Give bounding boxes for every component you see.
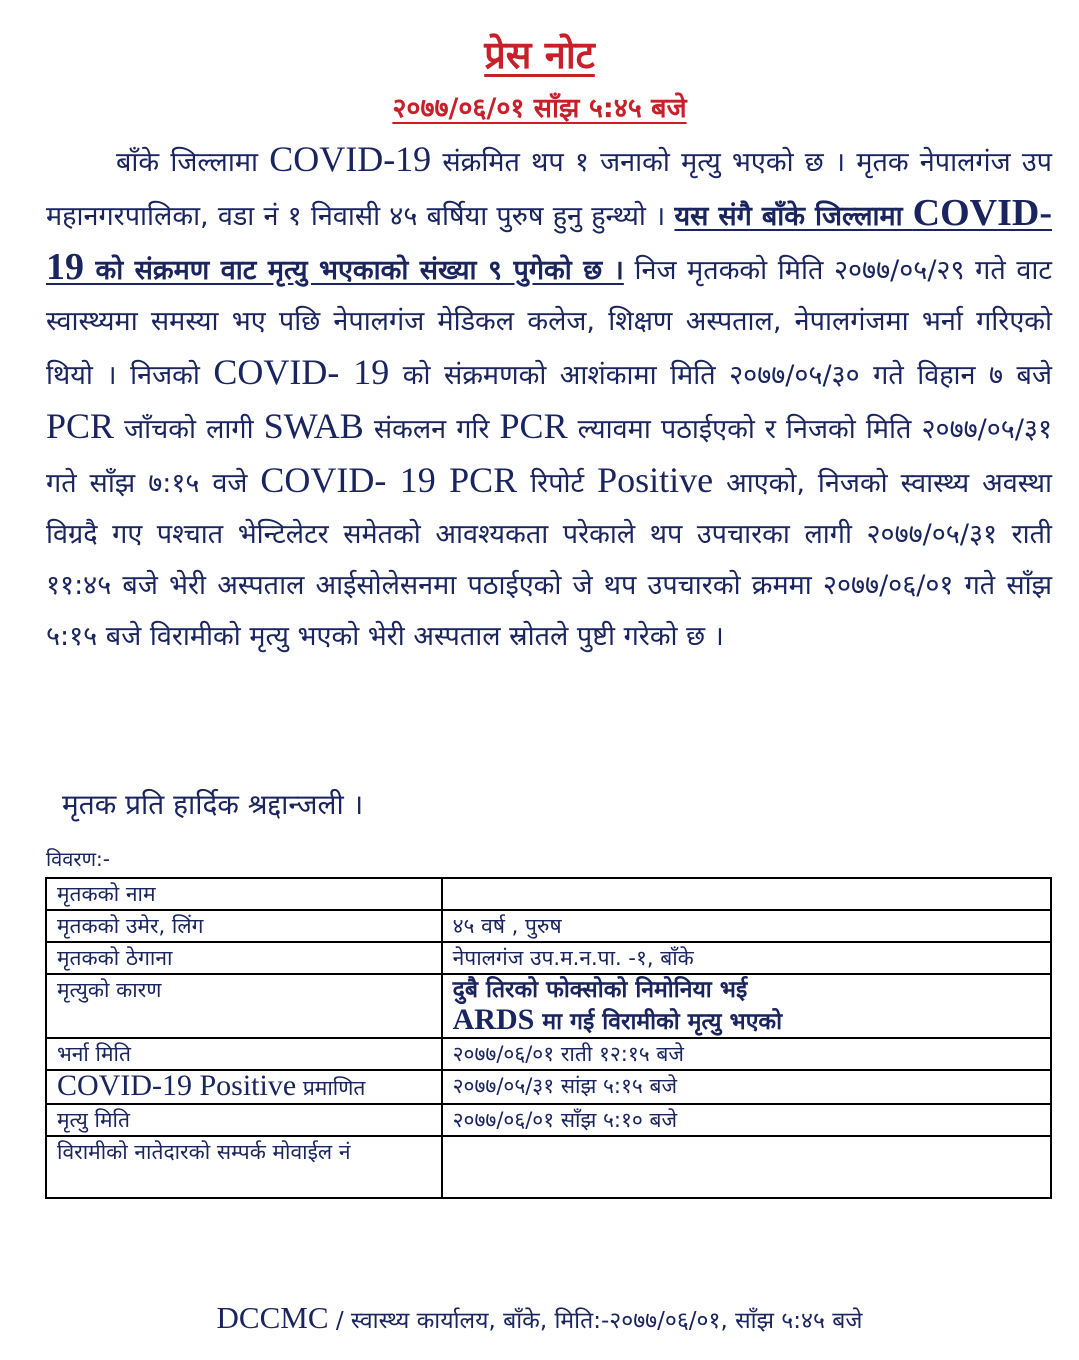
table-row [46, 1038, 1051, 1070]
body-segment: ल्यावमा पठाईएको र निजको मिति २०७७/०५/३१ गते साँझ ७:१५ वजे [46, 414, 1052, 499]
table-row [46, 910, 1051, 942]
body-segment: PCR [499, 406, 568, 446]
body-segment: SWAB [263, 406, 364, 446]
cause-of-death-value [442, 974, 1051, 1038]
cause-line-1: दुबै तिरको फोक्सोको निमोनिया भई [452, 977, 748, 1003]
body-segment: COVID-19 [269, 139, 432, 179]
body-segment: रिपोर्ट [517, 468, 598, 499]
date-text: २०७७/०६/०१ साँझ ५:४५ बजे [392, 93, 687, 124]
table-row [46, 1070, 1051, 1104]
death-date-value: २०७७/०६/०१ साँझ ५:१० बजे [442, 1104, 1051, 1136]
body-segment: बाँके जिल्लामा [116, 147, 270, 178]
covid-positive-text: COVID-19 Positive [57, 1069, 297, 1102]
cause-ards: ARDS [452, 1003, 535, 1036]
positive-confirmed-label [46, 1070, 442, 1104]
body-segment: COVID- 19 [213, 352, 390, 392]
details-table [45, 877, 1052, 1199]
deceased-name-value [442, 878, 1051, 910]
body-segment: निज मृतकको मिति २०७७/०५/२९ गते वाट स्वास्थ्यमा समस्या भए पछि नेपालगंज मेडिकल कलेज, शिक्षण अस्पताल, नेपालगंजमा भर्ना गरिएको थियो । निजको [46, 255, 1052, 391]
relative-contact-label: विरामीको नातेदारको सम्पर्क मोवाईल नं [46, 1136, 442, 1198]
positive-confirmed-value: २०७७/०५/३१ सांझ ५:१५ बजे [442, 1070, 1051, 1104]
body-segment: को संक्रमणको आशंकामा मिति २०७७/०५/३० गते विहान ७ बजे [389, 360, 1052, 391]
press-note-body [46, 134, 1052, 662]
footer-org: DCCMC [216, 1300, 329, 1335]
body-segment: COVID- 19 PCR [260, 460, 518, 500]
admission-date-value: २०७७/०६/०१ राती १२:१५ बजे [442, 1038, 1051, 1070]
age-gender-label: मृतकको उमेर, लिंग [46, 910, 442, 942]
body-segment: संक्रमित थप १ जनाको मृत्यु भएको छ । मृतक नेपालगंज उप महानगरपालिका, वडा नं १ निवासी ४५ बर्षिया पुरुष हुनु हुन्थ्यो । [46, 147, 1052, 232]
body-segment: PCR [46, 406, 115, 446]
body-segment: यस संगै बाँके जिल्लामा [674, 201, 913, 232]
body-segment: Positive [597, 460, 714, 500]
body-segment: COVID- 19 [46, 192, 1052, 288]
table-row [46, 942, 1051, 974]
cause-rest: मा गई विरामीको मृत्यु भएको [534, 1009, 783, 1035]
body-segment: को संक्रमण वाट मृत्यु भएकाको संख्या ९ पुगेको छ । [84, 255, 624, 286]
cause-line-2 [453, 1005, 1042, 1037]
footer-office-date: / स्वास्थ्य कार्यालय, बाँके, मिति:-२०७७/०६/०१, साँझ ५:४५ बजे [328, 1308, 863, 1334]
table-row [46, 1136, 1051, 1198]
table-row [46, 1104, 1051, 1136]
confirmed-text: प्रमाणित [296, 1076, 366, 1100]
details-label: विवरण:- [46, 847, 111, 871]
body-segment: जाँचको लागी [114, 414, 264, 445]
condolence-line: मृतक प्रति हार्दिक श्रद्दान्जली । [62, 788, 364, 821]
footer-signature [0, 1300, 1079, 1336]
table-row [46, 974, 1051, 1038]
body-segment: आएको, निजको स्वास्थ्य अवस्था विग्रदै गए पश्चात भेन्टिलेटर समेतको आवश्यकता परेकाले थप उपचारका लागी २०७७/०५/३१ राती ११:४५ बजे भेरी अस्पताल आईसोलेसनमा पठाईएको जे थप उपचारको क्रममा २०७७/०६/०१ गते साँझ ५:१५ बजे विरामीको मृत्यु भएको भेरी अस्पताल स्रोतले पुष्टी गरेको छ । [46, 468, 1053, 652]
relative-contact-value [442, 1136, 1051, 1198]
address-label: मृतकको ठेगाना [46, 942, 442, 974]
title-text: प्रेस नोट [484, 33, 595, 77]
deceased-name-label: मृतकको नाम [46, 878, 442, 910]
death-date-label: मृत्यु मिति [46, 1104, 442, 1136]
table-row [46, 878, 1051, 910]
press-note-title [0, 28, 1079, 80]
address-value: नेपालगंज उप.म.न.पा. -१, बाँके [442, 942, 1051, 974]
press-note-date [0, 88, 1079, 125]
admission-date-label: भर्ना मिति [46, 1038, 442, 1070]
cause-of-death-label: मृत्युको कारण [46, 974, 442, 1038]
body-segment: संकलन गरि [363, 414, 500, 445]
age-gender-value: ४५ वर्ष , पुरुष [442, 910, 1051, 942]
